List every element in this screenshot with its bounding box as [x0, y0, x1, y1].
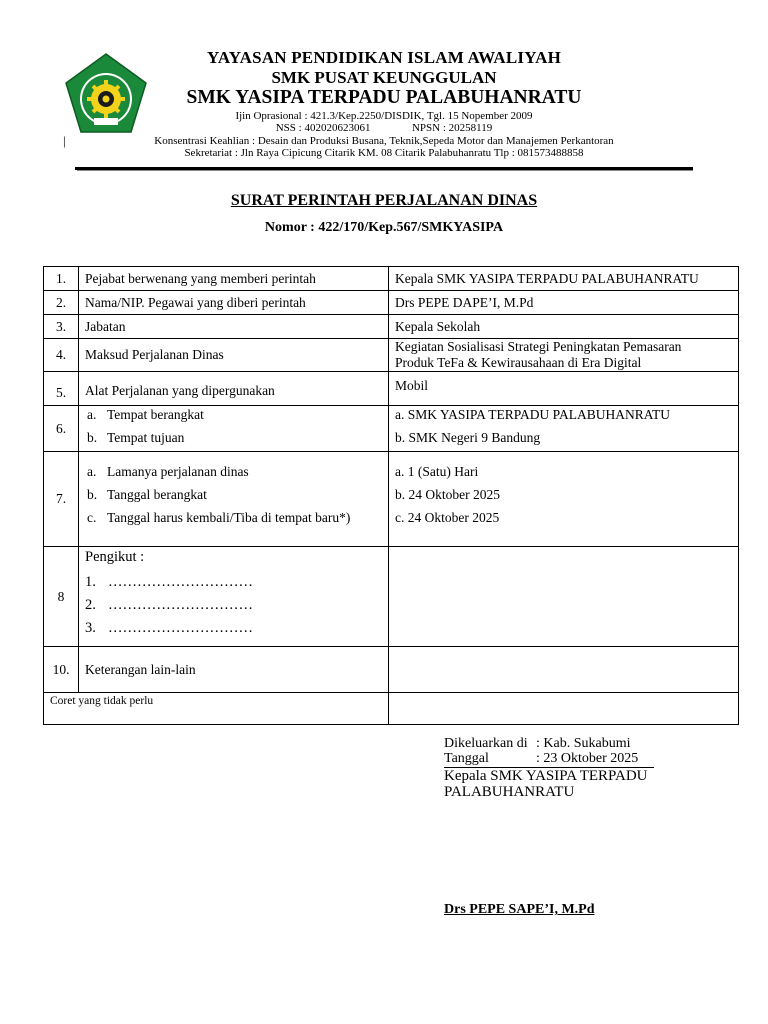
value-line: Kegiatan Sosialisasi Strategi Peningkatan Pemasaran — [395, 339, 682, 354]
table-row — [44, 291, 739, 315]
margin-mark: | — [63, 133, 66, 148]
follower-number: 3. — [85, 620, 96, 636]
row-number: 2. — [44, 291, 79, 315]
follower-blank: ………………………… — [108, 574, 253, 590]
sub-label: Lamanya perjalanan dinas — [107, 464, 249, 479]
sub-letter: c. — [87, 510, 97, 525]
row-number: 5. — [44, 372, 79, 406]
row-number: 6. — [44, 406, 79, 452]
position-line: PALABUHANRATU — [444, 784, 575, 800]
table-row — [44, 547, 739, 647]
school-name: SMK YASIPA TERPADU PALABUHANRATU — [186, 87, 582, 108]
signer-position — [444, 768, 648, 800]
row-number: 7. — [44, 452, 79, 547]
sub-label: Tanggal harus kembali/Tiba di tempat baru*) — [107, 510, 351, 525]
sub-value: b. 24 Oktober 2025 — [395, 487, 500, 502]
sub-letter: a. — [87, 407, 97, 422]
sub-value: b. SMK Negeri 9 Bandung — [395, 430, 541, 445]
follower-number: 2. — [85, 597, 96, 613]
row-value: Kepala SMK YASIPA TERPADU PALABUHANRATU — [389, 267, 739, 291]
sub-label: Tanggal berangkat — [107, 487, 207, 502]
sub-value: a. 1 (Satu) Hari — [395, 464, 479, 479]
npsn: NPSN : 20258119 — [411, 122, 493, 134]
follower-blank: ………………………… — [108, 597, 253, 613]
row-number: 1. — [44, 267, 79, 291]
row-label: Alat Perjalanan yang dipergunakan — [79, 372, 389, 406]
row-number: 8 — [44, 547, 79, 647]
row-label — [79, 547, 389, 647]
sub-label: Tempat berangkat — [107, 407, 204, 422]
sekretariat-line: Sekretariat : Jln Raya Cipicung Citarik KM. 08 Citarik Palabuhanratu Tlp : 081573488858 — [184, 147, 584, 159]
row-label — [79, 406, 389, 452]
license-line: Ijin Oprasional : 421.3/Kep.2250/DISDIK, Tgl. 15 Nopember 2009 — [235, 110, 533, 122]
sub-letter: b. — [87, 487, 98, 502]
row-number: 10. — [44, 647, 79, 693]
row-value — [389, 693, 739, 725]
table-row — [44, 339, 739, 372]
foundation-name: YAYASAN PENDIDIKAN ISLAM AWALIYAH — [206, 48, 562, 67]
issued-value: : Kab. Sukabumi — [536, 736, 631, 751]
header-rule-shadow — [77, 170, 693, 171]
followers-label: Pengikut : — [85, 549, 145, 565]
table-row — [44, 406, 739, 452]
sub-value: a. SMK YASIPA TERPADU PALABUHANRATU — [395, 407, 670, 422]
row-value: Drs PEPE DAPE’I, M.Pd — [389, 291, 739, 315]
row-value: Kepala Sekolah — [389, 315, 739, 339]
follower-number: 1. — [85, 574, 96, 590]
row-label: Nama/NIP. Pegawai yang diberi perintah — [79, 291, 389, 315]
sub-value: c. 24 Oktober 2025 — [395, 510, 500, 525]
signer-name: Drs PEPE SAPE’I, M.Pd — [444, 902, 595, 917]
table-row — [44, 267, 739, 291]
row-number: 4. — [44, 339, 79, 372]
issued-date — [444, 751, 654, 768]
nss-npsn-line — [180, 122, 588, 134]
issued-place — [444, 736, 631, 752]
row-value — [389, 406, 739, 452]
position-line: Kepala SMK YASIPA TERPADU — [444, 768, 648, 784]
row-number: 3. — [44, 315, 79, 339]
spd-table — [43, 266, 739, 725]
table-row — [44, 315, 739, 339]
row-value: Mobil — [389, 372, 739, 406]
table-row — [44, 372, 739, 406]
document-title: SURAT PERINTAH PERJALANAN DINAS — [230, 192, 538, 209]
sub-letter: a. — [87, 464, 97, 479]
note-cell: Coret yang tidak perlu — [44, 693, 389, 725]
follower-blank: ………………………… — [108, 620, 253, 636]
school-logo — [64, 52, 148, 136]
row-value — [389, 647, 739, 693]
row-value — [389, 547, 739, 647]
document-number: Nomor : 422/170/Kep.567/SMKYASIPA — [264, 220, 504, 235]
school-line: SMK PUSAT KEUNGGULAN — [271, 68, 497, 87]
date-value: : 23 Oktober 2025 — [536, 751, 639, 766]
issued-label: Dikeluarkan di — [444, 736, 528, 751]
sub-letter: b. — [87, 430, 98, 445]
row-label — [79, 452, 389, 547]
row-value — [389, 339, 739, 372]
row-label: Maksud Perjalanan Dinas — [79, 339, 389, 372]
row-label: Keterangan lain-lain — [79, 647, 389, 693]
table-row — [44, 693, 739, 725]
konsentrasi-line: Konsentrasi Keahlian : Desain dan Produksi Busana, Teknik,Sepeda Motor dan Manajemen Perkantoran — [154, 135, 614, 147]
table-row — [44, 647, 739, 693]
value-line: Produk TeFa & Kewirausahaan di Era Digital — [395, 355, 642, 370]
date-label: Tanggal — [444, 751, 489, 766]
nss: NSS : 402020623061 — [275, 122, 371, 134]
row-value — [389, 452, 739, 547]
row-label: Pejabat berwenang yang memberi perintah — [79, 267, 389, 291]
sub-label: Tempat tujuan — [107, 430, 185, 445]
row-label: Jabatan — [79, 315, 389, 339]
table-row — [44, 452, 739, 547]
